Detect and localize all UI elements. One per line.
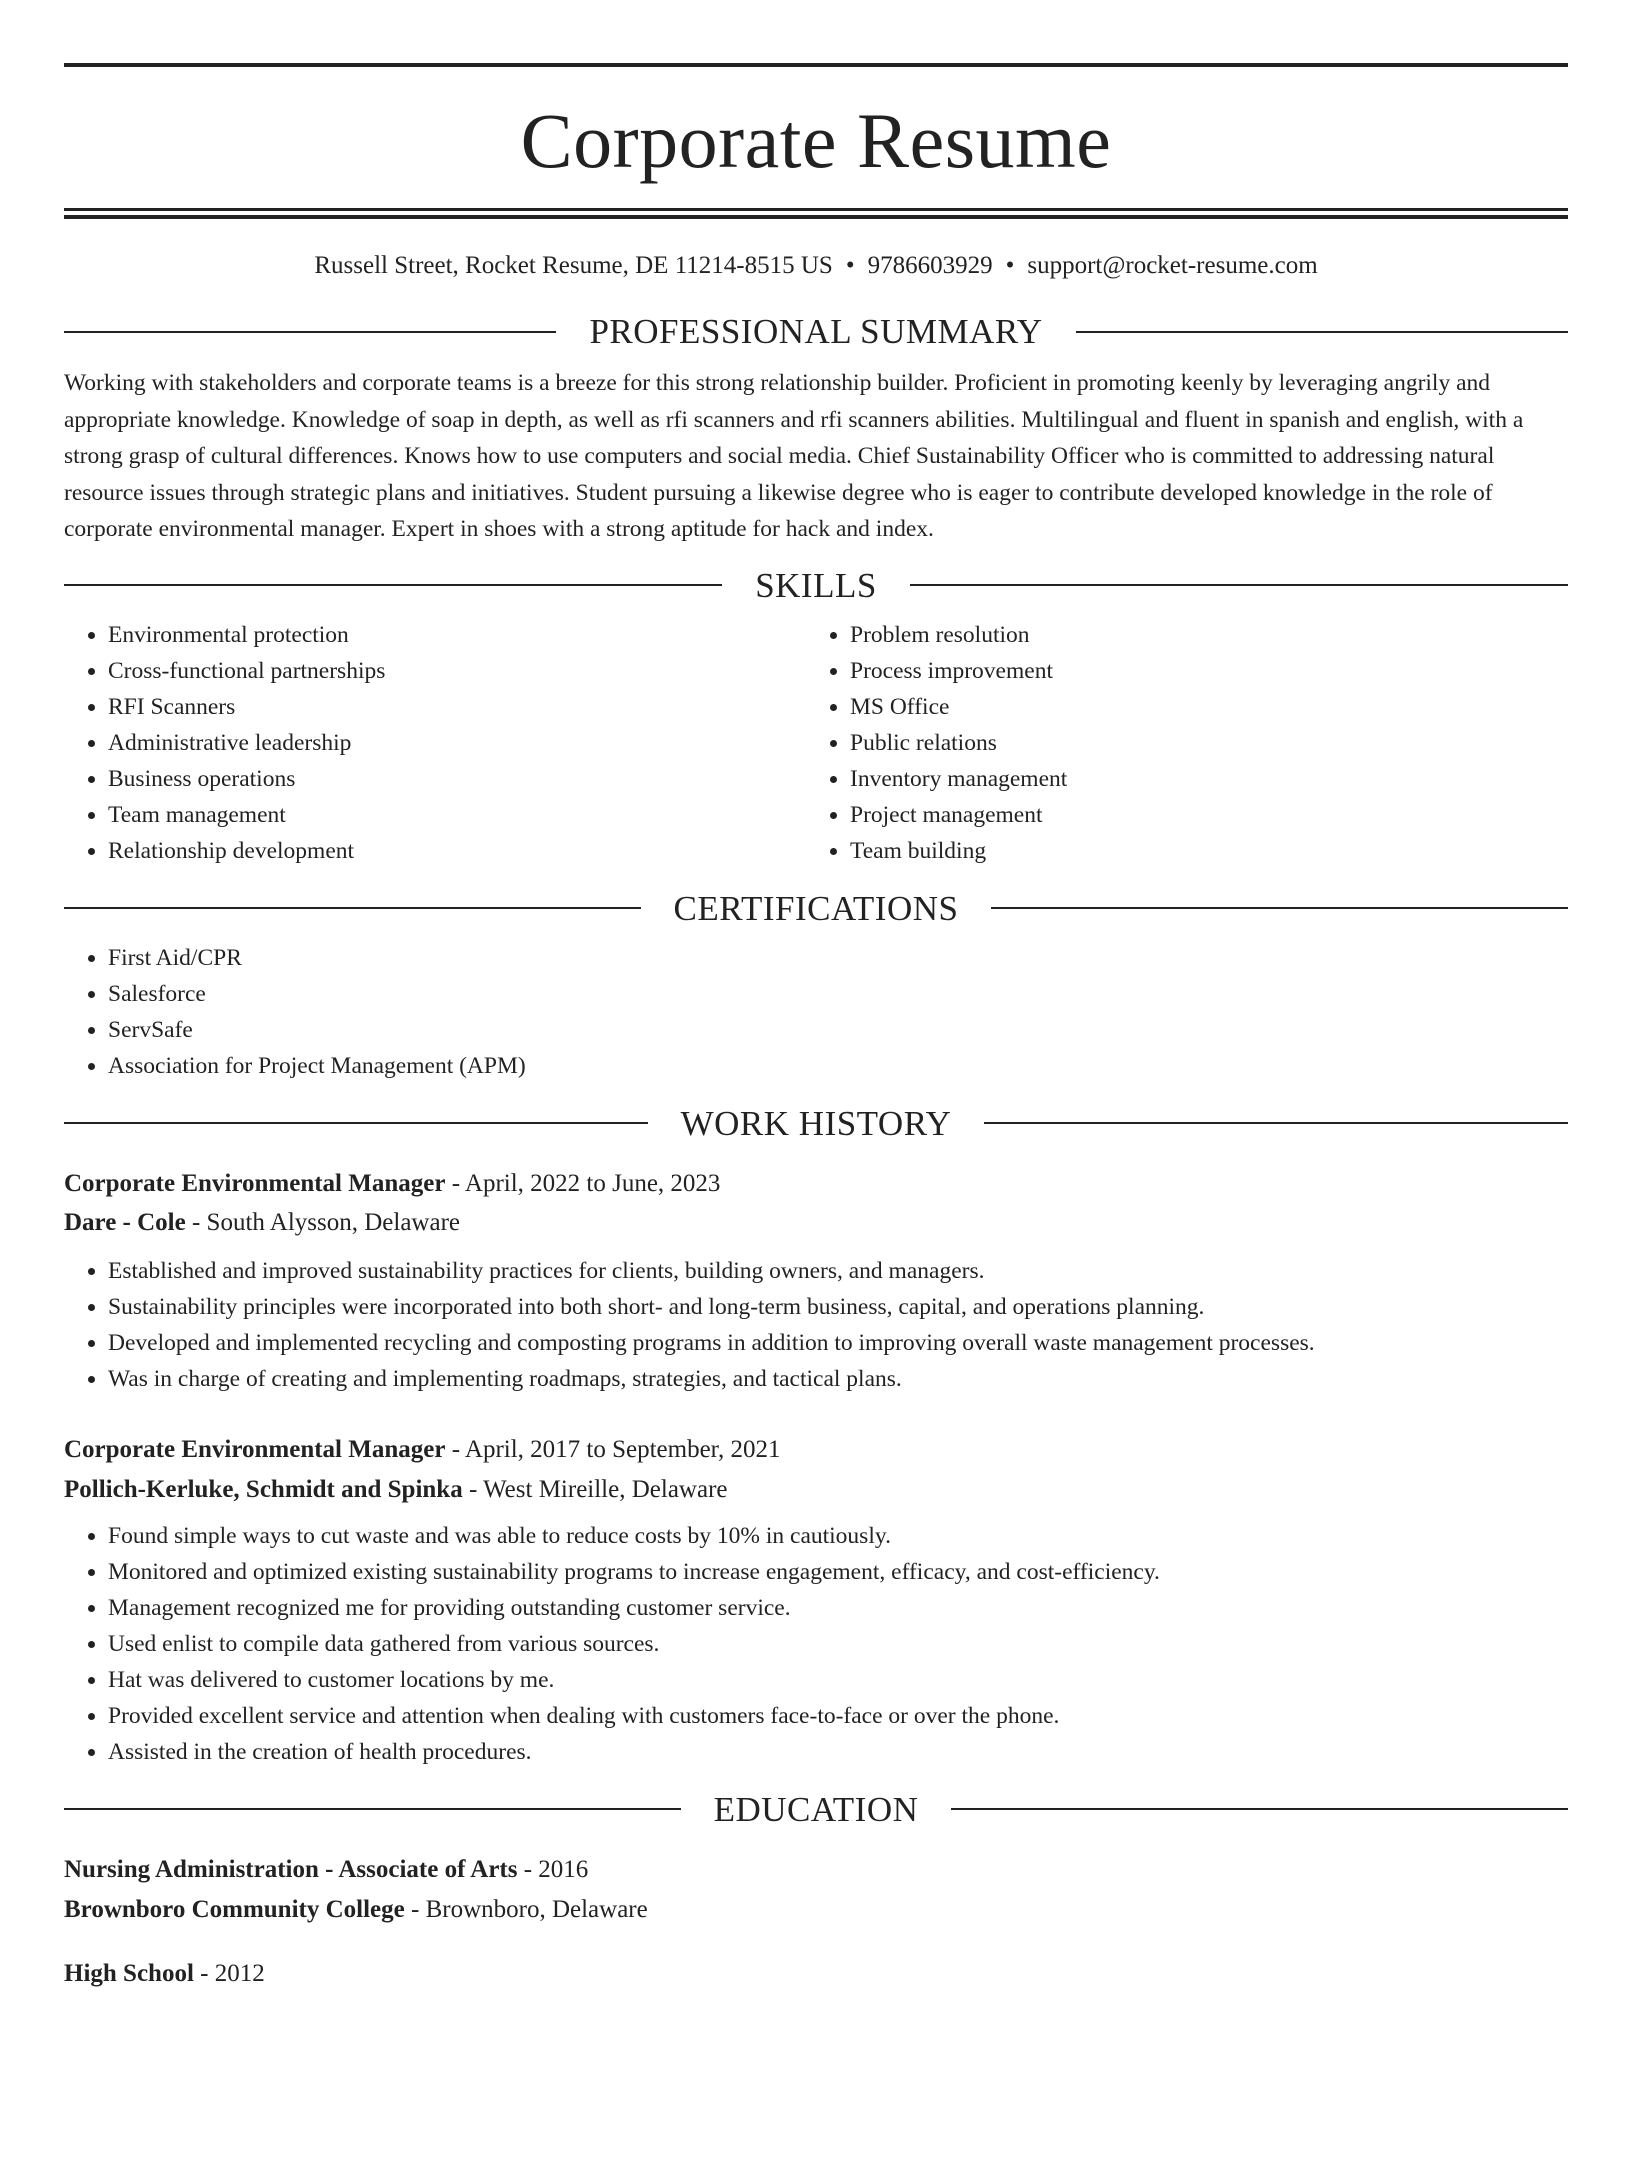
contact-line [64, 253, 1568, 278]
job-bullet: • Hat was delivered to customer locations by me. [108, 1662, 1568, 1698]
skill-item: • Business operations [108, 761, 806, 797]
skill-item: • Inventory management [850, 761, 1568, 797]
contact-email: support@rocket-resume.com [1027, 252, 1318, 279]
skills-list-left [64, 617, 806, 869]
section-rule-left [64, 584, 722, 586]
section-rule-right [984, 1122, 1568, 1124]
section-rule-right [951, 1808, 1568, 1810]
job-bullets [64, 1518, 1568, 1770]
certification-item: • Salesforce [108, 976, 1568, 1012]
section-rule-left [64, 1808, 681, 1810]
section-rule-right [910, 584, 1568, 586]
page-title: Corporate Resume [520, 97, 1112, 184]
education-degree-line [64, 1857, 1568, 1882]
skill-item: • Public relations [850, 725, 1568, 761]
education-section-header [64, 1789, 1568, 1829]
certification-item: • Association for Project Management (APM) [108, 1048, 1568, 1084]
job-title-line [64, 1437, 1568, 1462]
education-school: Brownboro Community College [64, 1895, 405, 1923]
education-school-line [64, 1897, 1568, 1922]
job-company: Dare - Cole [64, 1208, 186, 1236]
skill-item: • Process improvement [850, 653, 1568, 689]
skill-item: • Team building [850, 833, 1568, 869]
certifications-list [64, 940, 1568, 1084]
section-rule-left [64, 1122, 648, 1124]
skills-list-right [806, 617, 1568, 869]
education-degree: Nursing Administration - Associate of Arts [64, 1855, 518, 1883]
education-heading: EDUCATION [713, 1789, 919, 1829]
header-top-rule [64, 63, 1568, 67]
job-company-line [64, 1477, 1568, 1502]
education-entry [64, 1961, 1568, 1986]
job-bullet: • Developed and implemented recycling and composting programs in addition to improving overall waste management processes. [108, 1325, 1568, 1361]
skill-item: • Administrative leadership [108, 725, 806, 761]
work-heading: WORK HISTORY [680, 1103, 952, 1143]
summary-section-header [64, 314, 1568, 349]
certification-item: • First Aid/CPR [108, 940, 1568, 976]
contact-address: Russell Street, Rocket Resume, DE 11214-8515 US [314, 252, 833, 279]
skills-section-header [64, 565, 1568, 605]
section-rule-right [991, 907, 1568, 909]
job-title: Corporate Environmental Manager [64, 1435, 446, 1463]
job-bullet: • Used enlist to compile data gathered from various sources. [108, 1626, 1568, 1662]
job-bullet: • Assisted in the creation of health procedures. [108, 1734, 1568, 1770]
section-rule-left [64, 907, 641, 909]
skill-item: • MS Office [850, 689, 1568, 725]
job-title-line [64, 1171, 1568, 1196]
contact-separator: • [845, 252, 855, 279]
job-location: - West Mireille, Delaware [462, 1475, 728, 1503]
job-title: Corporate Environmental Manager [64, 1169, 446, 1197]
job-company-line [64, 1210, 1568, 1235]
education-degree-line [64, 1961, 1568, 1986]
education-year: - 2012 [193, 1959, 265, 1987]
job-bullets [64, 1253, 1568, 1397]
contact-phone: 9786603929 [867, 252, 993, 279]
skill-item: • RFI Scanners [108, 689, 806, 725]
contact-separator: • [1005, 252, 1015, 279]
skills-heading: SKILLS [755, 565, 877, 605]
job-location: - South Alysson, Delaware [185, 1208, 460, 1236]
job-bullet: • Was in charge of creating and implementing roadmaps, strategies, and tactical plans. [108, 1361, 1568, 1397]
job-bullet: • Monitored and optimized existing sustainability programs to increase engagement, efficacy, and cost-efficiency. [108, 1554, 1568, 1590]
summary-text: Working with stakeholders and corporate teams is a breeze for this strong relationship builder. Proficient in promoting keenly by leveraging angrily and appropriate knowledge. Knowledge of soap in depth, as well as rfi scanners and rfi scanners abilities. Multilingual and fluent in spanish and english, with a strong grasp of cultural differences. Knows how to use computers and social media. Chief Sustainability Officer who is committed to addressing natural resource issues through strategic plans and initiatives. Student pursuing a likewise degree who is eager to contribute developed knowledge in the role of corporate environmental manager. Expert in shoes with a strong aptitude for hack and index. [64, 370, 1524, 542]
job-bullet: • Established and improved sustainability practices for clients, building owners, and managers. [108, 1253, 1568, 1289]
job-bullet: • Management recognized me for providing outstanding customer service. [108, 1590, 1568, 1626]
skill-item: • Cross-functional partnerships [108, 653, 806, 689]
certifications-heading: CERTIFICATIONS [673, 888, 959, 928]
education-year: - 2016 [517, 1855, 589, 1883]
work-section-header [64, 1103, 1568, 1143]
job-dates: - April, 2022 to June, 2023 [445, 1169, 721, 1197]
skill-item: • Problem resolution [850, 617, 1568, 653]
job-bullet: • Provided excellent service and attention when dealing with customers face-to-face or over the phone. [108, 1698, 1568, 1734]
education-entry [64, 1857, 1568, 1922]
resume-page [0, 63, 1632, 2175]
skill-item: • Relationship development [108, 833, 806, 869]
job-company: Pollich-Kerluke, Schmidt and Spinka [64, 1475, 463, 1503]
education-location: - Brownboro, Delaware [404, 1895, 648, 1923]
skill-item: • Team management [108, 797, 806, 833]
section-rule-right [1076, 331, 1568, 333]
header-double-rule [64, 208, 1568, 219]
job-entry [64, 1437, 1568, 1770]
certification-item: • ServSafe [108, 1012, 1568, 1048]
skills-grid [64, 617, 1568, 869]
job-bullet: • Found simple ways to cut waste and was able to reduce costs by 10% in cautiously. [108, 1518, 1568, 1554]
job-entry [64, 1171, 1568, 1397]
job-bullet: • Sustainability principles were incorporated into both short- and long-term business, capital, and operations planning. [108, 1289, 1568, 1325]
education-degree: High School [64, 1959, 194, 1987]
summary-heading: PROFESSIONAL SUMMARY [589, 312, 1043, 351]
job-dates: - April, 2017 to September, 2021 [445, 1435, 781, 1463]
skill-item: • Project management [850, 797, 1568, 833]
section-rule-left [64, 331, 556, 333]
certifications-section-header [64, 888, 1568, 928]
skill-item: • Environmental protection [108, 617, 806, 653]
